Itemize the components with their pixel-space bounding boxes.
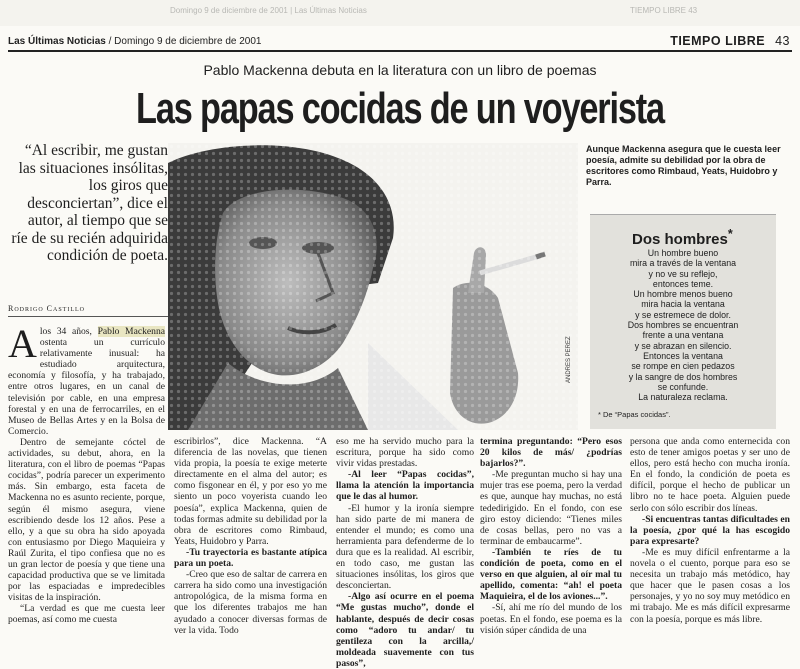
interview-question: termina preguntando: “Pero esos 20 kilos de más/ ¿podrías bajarlos?”. (480, 436, 622, 470)
poem-line: entonces teme. (652, 278, 714, 289)
issue-date: Domingo 9 de diciembre de 2001 (114, 36, 262, 47)
body-paragraph: escribirlos”, dice Mackenna. “A diferencia de las novelas, que tienen vida propia, la poesía te exige meterte directamente en el alma del autor; es como fisgonear en él, y por eso yo me siento un poco voyerista cuando leo poesía”, explica Mackenna, quien de todas formas admite su debilidad por la obra de escritores como Rimbaud, Yeats, Huidobro y Parra. (174, 436, 327, 547)
body-column-3 (336, 436, 474, 669)
poem-footnote: * De “Papas cocidas”. (598, 410, 671, 419)
poem-line: La naturaleza reclama. (638, 392, 728, 403)
poem-line: Un hombre menos bueno (633, 289, 733, 300)
interview-question: -Tu trayectoria es bastante atípica para un poeta. (174, 546, 327, 570)
body-column-5 (630, 436, 790, 625)
poem-title-mark: * (727, 227, 733, 241)
body-column-4 (480, 436, 622, 636)
poem-line: mira hacia la ventana (641, 299, 725, 310)
interview-question: -Algo así ocurre en el poema “Me gustas mucho”, donde el hablante, después de decir cosas como “adoro tu andar/ tu gentileza con la arcilla,/ moldeada suavemente con tus pasos”, (336, 591, 474, 669)
poem-line: Un hombre bueno (647, 248, 719, 258)
body-column-2 (174, 436, 327, 636)
photo-credit: ANDRES PEREZ (566, 336, 572, 383)
bleed-through-text-left: Domingo 9 de diciembre de 2001 | Las Últimas Noticias (170, 6, 367, 15)
body-paragraph: Dentro de semejante cóctel de actividades, su debut, ahora, en la literatura, con el libro de poemas “Papas cocidas”, podría parecer un experimento más. Sin embargo, esta faceta de Mackenna no es asunto reciente, porque, según él mismo asegura, viene escribiendo desde los 12 años. Pese a ello, y a que su obra ha sido apoyada con entusiasmo por Diego Maquieira y Raúl Zurita, el tipo confiesa que no es un gran lector de poesía y que tiene una capacidad productiva que se ve limitada por las espaciadas e impredecibles visitas de la inspiración. (8, 436, 165, 604)
poem-line: y no ve su reflejo, (648, 268, 718, 279)
header-rule (8, 50, 792, 52)
section-name: TIEMPO LIBRE (670, 34, 766, 48)
body-paragraph: persona que anda como enternecida con esto de tener amigos poetas y ser uno de ellos, pero está hecho con mucha ironía. En el fondo, la condición de poeta es difícil, porque el hecho de publicar un libro no te hace poeta. Alguien puede serlo con sólo escribir dos líneas. (630, 436, 790, 514)
interview-question: -Al leer “Papas cocidas”, llama la atención la importancia que le das al humor. (336, 469, 474, 503)
body-paragraph: -Me es muy difícil enfrentarme a la novela o el cuento, porque para eso se necesita un trabajo más metódico, hay que hacer que le pasen cosas a los personajes, y yo no soy muy metódico en mi trabajo. Me es más difícil expresarme con la poesía, porque es más libre. (630, 546, 790, 625)
body-paragraph: los 34 años, Pablo Mackenna ostenta un currículo relativamente inusual: ha estudiado arquitectura, economía y filosofía, y ha trabajado, entre otros lugares, en un canal de televisión por cable, en una empresa forestal y en una de ferrocarriles, en el Museo de Bellas Artes y en la Bolsa de Comercio. (8, 326, 165, 437)
poem-line: Dos hombres se encuentran (627, 320, 739, 331)
poem-title-text: Dos hombres (632, 231, 728, 248)
newspaper-name: Las Últimas Noticias (8, 36, 106, 47)
poem-line: se confunde. (657, 381, 709, 392)
poem-title (632, 227, 733, 248)
kicker: Pablo Mackenna debuta en la literatura con un libro de poemas (203, 62, 597, 78)
poem-line: y se estremece de dolor. (635, 309, 731, 320)
body-column-1 (8, 321, 165, 626)
byline: Rodrigo Castillo (8, 304, 85, 313)
body-paragraph: “La verdad es que me cuesta leer poemas, así como me cuesta (8, 603, 165, 626)
masthead: Las Últimas Noticias / Domingo 9 de diciembre de 2001 (8, 36, 262, 47)
photo-caption: Aunque Mackenna asegura que le cuesta leer poesía, admite su debilidad por la obra de escritores como Rimbaud, Yeats, Huidobro y Parra. (586, 144, 781, 187)
poem-line: frente a una ventana (642, 330, 724, 341)
body-paragraph: -Sí, ahí me río del mundo de los poetas. En el fondo, ese poema es la visión súper cándida de una (480, 602, 622, 636)
body-paragraph: -Creo que eso de saltar de carrera en carrera ha sido como una investigación antropológica, de la misma forma en que los diferentes trabajos me han ayudado a conocer diversas formas de ver la vida. Todo (174, 569, 327, 636)
body-paragraph: eso me ha servido mucho para la escritura, porque ha sido como vivir vidas prestadas. (336, 436, 474, 470)
poem-line: mira a través de la ventana (629, 258, 737, 269)
byline-rule (8, 316, 168, 317)
body-paragraph: -El humor y la ironía siempre han sido parte de mi manera de entender el mundo; es como una herramienta para defenderme de lo dura que es la realidad. Al escribir, en todo caso, me gustan las situaciones insólitas, los giros que desconciertan. (336, 502, 474, 592)
bleed-through-text-right: TIEMPO LIBRE 43 (630, 6, 698, 15)
poem-line: y la sangre de dos hombres (628, 371, 738, 382)
drop-cap: A (8, 321, 37, 366)
highlighted-name: Pablo Mackenna (97, 326, 165, 337)
poem-line: y se abrazan en silencio. (634, 340, 732, 351)
interview-question: -Si encuentras tantas dificultades en la poesía, ¿por qué la has escogido para expresarte? (630, 513, 790, 547)
poem-text (595, 248, 771, 402)
author-photo (168, 143, 578, 430)
poem-line: Entonces la ventana (643, 350, 723, 361)
page-number: 43 (775, 34, 790, 48)
headline: Las papas cocidas de un voyerista (136, 84, 664, 133)
interview-question: -También te ríes de tu condición de poeta, como en el verso en que alguien, al oír mal tu apellido, comenta: “ah! el poeta Maquieira, el de los aviones...”. (480, 546, 622, 603)
body-paragraph: -Me preguntan mucho si hay una mujer tras ese poema, pero la verdad es que, aunque hay muchas, no está tededirigido. En el fondo, con ese giro estoy diciendo: “Tienes miles de cosas bellas, pero no vas a terminar de embaucarme”. (480, 469, 622, 547)
poem-line: se rompe en cien pedazos (631, 361, 735, 372)
pull-quote: “Al escribir, me gustan las situaciones insólitas, los giros que desconciertan”, dice el autor, al tiempo que se ríe de su recién adquirida condición de poeta. (11, 142, 168, 264)
section-header (670, 34, 790, 48)
